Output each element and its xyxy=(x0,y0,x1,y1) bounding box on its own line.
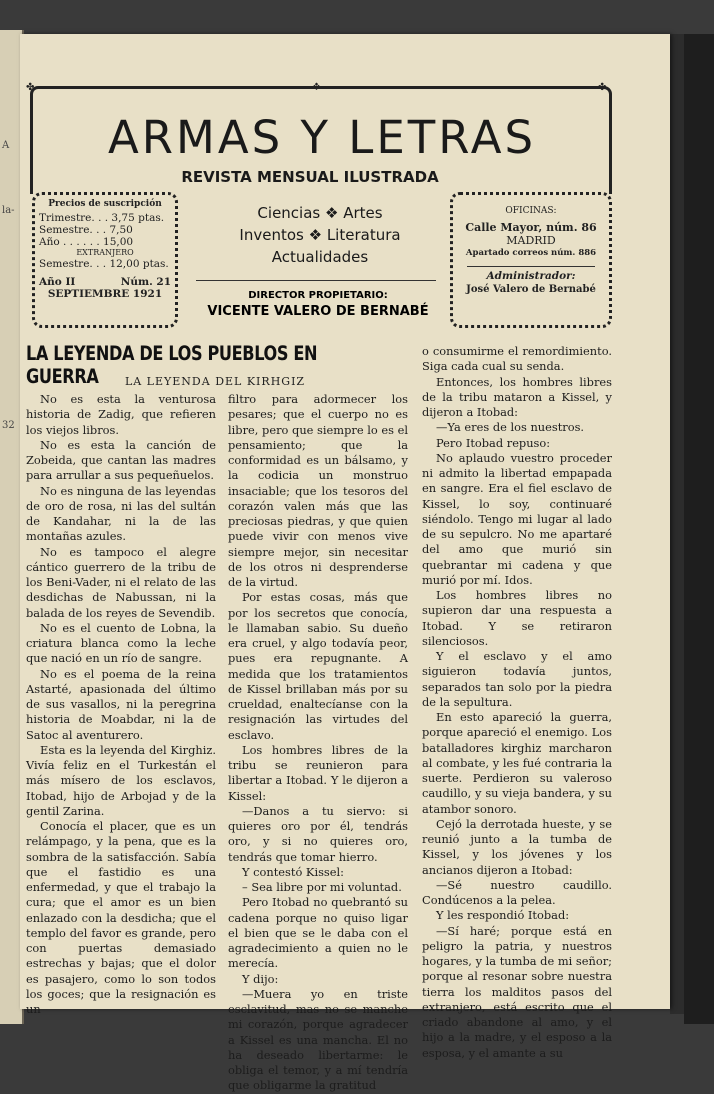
spine-text: 32 xyxy=(2,420,15,431)
paragraph: —Muera yo en triste esclavitud, mas no se manche mi corazón, porque agradecer a Kissel es una mancha. El no ha deseado libertarme: le obliga el temor, y a mí tendría que obligarme la gratitud xyxy=(228,986,408,1093)
subscription-row: Año . . . . . . 15,00 xyxy=(39,236,134,248)
subscription-box xyxy=(32,192,178,328)
paragraph: Cejó la derrotada hueste, y se reunió junto a la tumba de Kissel, y los jóvenes y los ancianos dijeron a Itobad: xyxy=(422,816,612,877)
foreign-label: EXTRANJERO xyxy=(76,248,134,257)
background-strip xyxy=(684,34,714,1024)
offices-mail: Apartado correos núm. 886 xyxy=(465,248,597,258)
paragraph: —Sé nuestro caudillo. Condúcenos a la pelea. xyxy=(422,877,612,907)
text-column-3 xyxy=(422,344,612,1061)
director-name: VICENTE VALERO DE BERNABÉ xyxy=(207,304,429,319)
paragraph: Y el esclavo y el amo siguieron todavía juntos, separados tan solo por la piedra de la sepultura. xyxy=(422,649,612,709)
paragraph: Pero Itobad no quebrantó su cadena porque no quiso ligar el bien que se le daba con el agradecimiento a quien no le merecía. xyxy=(228,895,408,971)
magazine-page xyxy=(20,34,670,1093)
paragraph: Esta es la leyenda del Kirghiz. Vivía feliz en el Turkestán el más mísero de los esclavos, Itobad, hijo de Arbojad y de la gentil Zarina. xyxy=(26,742,216,818)
spine-text: A xyxy=(2,140,10,151)
subscription-row: Trimestre. . . 3,75 ptas. xyxy=(39,212,165,224)
paragraph: No es ninguna de las leyendas de oro de rosa, ni las del sultán de Kandahar, ni la de las montañas azules. xyxy=(26,483,216,544)
director-label: DIRECTOR PROPIETARIO: xyxy=(248,290,388,301)
subscription-row: Semestre. . . 7,50 xyxy=(39,224,133,236)
paragraph: o consumirme el remordimiento. Siga cada cual su senda. xyxy=(422,344,612,374)
paragraph: —Danos a tu siervo: si quieres oro por él, tendrás oro, y si no quieres oro, tendrás que tomar hierro. xyxy=(228,803,408,864)
article-headline: LA LEYENDA DE LOS PUEBLOS EN GUERRA xyxy=(26,342,318,388)
masthead-title: ARMAS Y LETRAS xyxy=(107,111,537,164)
paragraph: No es el poema de la reina Astarté, apasionada del último de sus vasallos, ni la peregrina historia de Moabdar, ni la de Satoc al aventurero. xyxy=(26,666,216,742)
paragraph: —Ya eres de los nuestros. xyxy=(436,420,585,435)
paragraph: No aplaudo vuestro proceder ni admito la libertad empapada en sangre. Era el fiel esclavo de Kissel, lo soy, continuaré siéndolo. Tengo mi lugar al lado de su sepulcro. No me apartaré del amo que murió sin quebrantar mi cadena y que murió por mí. Idos. xyxy=(422,450,612,587)
offices-box xyxy=(450,192,612,328)
paragraph: – Sea libre por mi voluntad. xyxy=(242,880,402,894)
article-subheadline: LA LEYENDA DEL KIRHGIZ xyxy=(124,375,306,388)
issue-year: Año II xyxy=(39,276,76,288)
paragraph: Y contestó Kissel: xyxy=(242,864,344,879)
paragraph: —Sí haré; porque está en peligro la patria, y nuestros hogares, y la tumba de mi señor; porque al resonar sobre nuestra tierra los malditos pasos del extranjero, está escrito que el criado abandone al amo, y el hijo a la madre, y el esposo a la esposa, y el amante a su xyxy=(422,923,612,1060)
foreign-row: Semestre. . . 12,00 ptas. xyxy=(39,258,169,270)
topic-line: Actualidades xyxy=(271,248,369,266)
spine-text: la- xyxy=(2,205,15,216)
paragraph: Pero Itobad repuso: xyxy=(436,435,551,450)
topic-line: Inventos ❖ Literatura xyxy=(239,226,401,244)
issue-number: Núm. 21 xyxy=(120,276,171,288)
divider xyxy=(196,280,436,281)
paragraph: Entonces, los hombres libres de la tribu mataron a Kissel, y dijeron a Itobad: xyxy=(422,374,612,419)
paragraph: No es tampoco el alegre cántico guerrero de la tribu de los Beni-Vader, ni el relato de las desdichas de Nabussan, ni la balada de los reyes de Sevendib. xyxy=(26,544,216,620)
admin-name: José Valero de Bernabé xyxy=(466,284,596,295)
ornament-icon: ❖ xyxy=(312,82,321,93)
topic-line: Ciencias ❖ Artes xyxy=(257,204,383,222)
issue-date: SEPTIEMBRE 1921 xyxy=(47,288,163,300)
ornament-icon: ✤ xyxy=(598,82,607,93)
paragraph: No es esta la venturosa historia de Zadig, que refieren los viejos libros. xyxy=(26,392,216,437)
ornament-icon: ✤ xyxy=(26,82,35,93)
paragraph: En esto apareció la guerra, porque apareció el enemigo. Los batalladores kirghiz marcharon al combate, y les fué contraria la suerte. Perdieron su valeroso caudillo, y su vieja bandera, y su atambor sonoro. xyxy=(422,710,612,816)
masthead-subtitle: REVISTA MENSUAL ILUSTRADA xyxy=(181,168,439,186)
text-column-2 xyxy=(228,392,408,1094)
paragraph: filtro para adormecer los pesares; que el cuerpo no es libre, pero que siempre lo es el pensamiento; que la conformidad es un bálsamo, y la codicia un monstruo insaciable; que los tesoros del corazón valen más que las preciosas piedras, y que quien puede vivir con menos vive siempre mejor, sin necesitar de los otros ni desprenderse de la virtud. xyxy=(228,392,408,589)
paragraph: No es esta la canción de Zobeida, que cantan las madres para arrullar a sus pequeñuelos. xyxy=(26,437,216,483)
paragraph: Y les respondió Itobad: xyxy=(436,908,570,923)
offices-label: OFICINAS: xyxy=(505,206,557,216)
paragraph: Los hombres libres no supieron dar una respuesta a Itobad. Y se retiraron silenciosos. xyxy=(422,588,612,648)
offices-city: MADRID xyxy=(506,234,556,247)
paragraph: No es el cuento de Lobna, la criatura blanca como la leche que nació en un río de sangre. xyxy=(26,620,216,666)
subscription-title: Precios de suscripción xyxy=(48,199,162,209)
offices-address: Calle Mayor, núm. 86 xyxy=(465,221,597,234)
page-edge xyxy=(670,34,684,1014)
paragraph: Conocía el placer, que es un relámpago, y la pena, que es la sombra de la satisfacción. Sabía que el fastidio es una enfermedad, y que el trabajo la cura; que el amor es un bien enlazado con la desdicha; que el templo del favor es grande, pero con puertas demasiado estrechas y bajas; que el dolor es pasajero, como lo son todos los goces; que la resignación es un xyxy=(26,819,216,1016)
topics xyxy=(200,202,440,268)
paragraph: Los hombres libres de la tribu se reunieron para libertar a Itobad. Y le dijeron a Kissel: xyxy=(228,742,408,803)
paragraph: Y dijo: xyxy=(242,971,279,986)
text-column-1 xyxy=(26,392,216,1017)
paragraph: Por estas cosas, más que por los secretos que conocía, le llamaban sabio. Su dueño era cruel, y algo todavía peor, pues era repugnante. A medida que los tratamientos de Kissel brillaban más por su crueldad, enaltecíanse con la resignación las virtudes del esclavo. xyxy=(228,590,408,742)
admin-label: Administrador: xyxy=(486,270,576,282)
